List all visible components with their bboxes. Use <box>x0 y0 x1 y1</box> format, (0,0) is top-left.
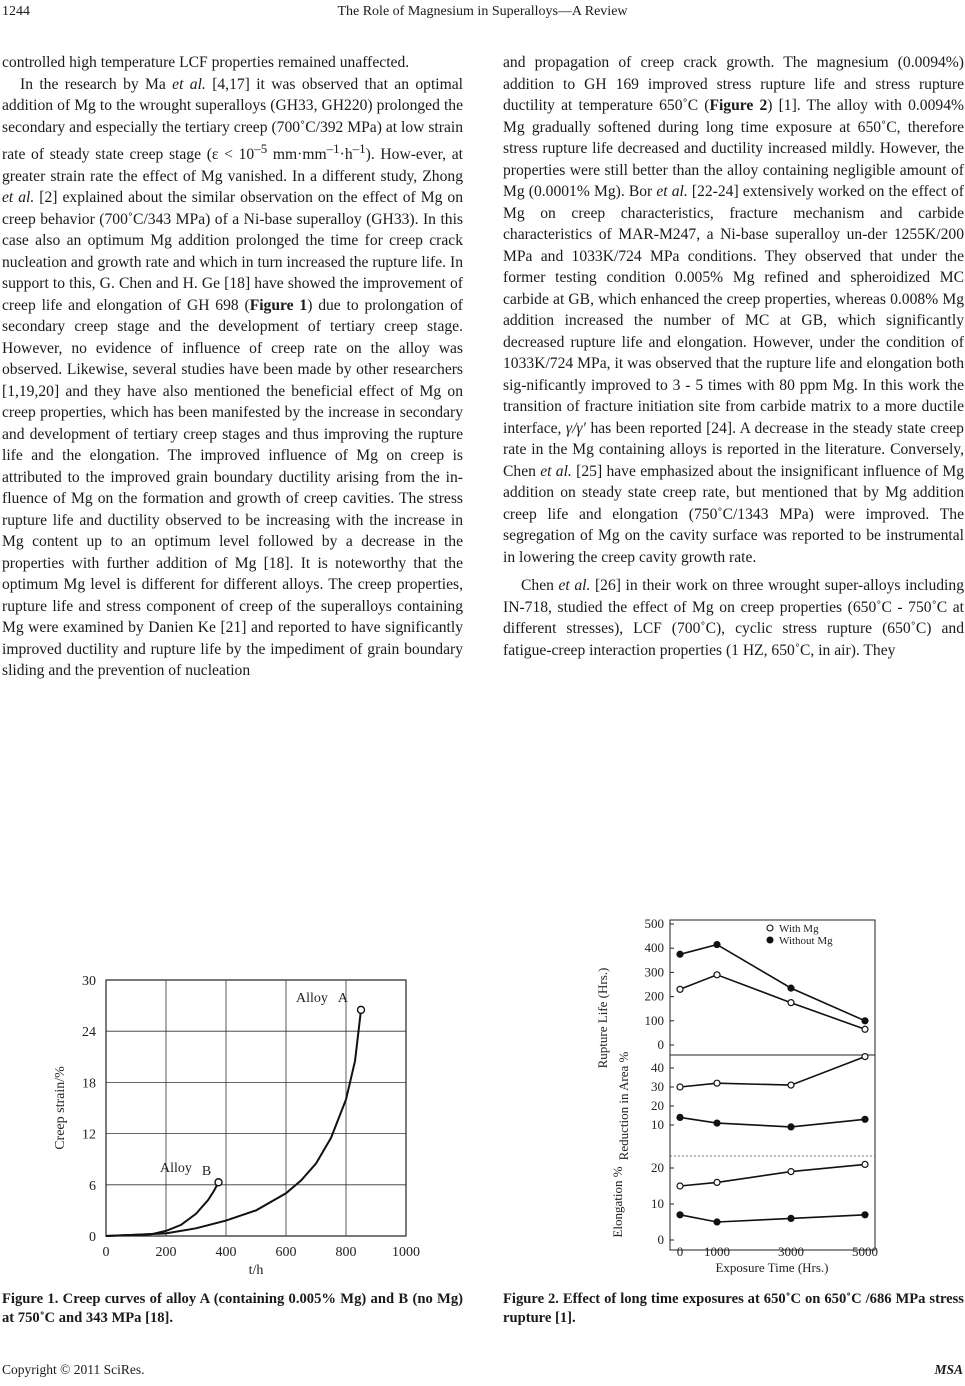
y-tick-label: 10 <box>651 1117 664 1132</box>
data-point <box>788 1124 794 1130</box>
data-point <box>788 1082 794 1088</box>
data-point <box>677 1084 683 1090</box>
data-point <box>714 1179 720 1185</box>
y-tick-label: 30 <box>651 1079 664 1094</box>
y-axis-label-reduction: Reduction in Area % <box>616 1051 631 1161</box>
x-tick-label: 800 <box>335 1245 357 1260</box>
y-tick-label: 6 <box>89 1178 96 1194</box>
y-axis-label-elongation: Elongation % <box>610 1166 625 1238</box>
rupture-point <box>358 1006 365 1013</box>
series-label-alloy-a: Alloy A <box>296 991 349 1006</box>
y-tick-label: 0 <box>89 1230 96 1245</box>
data-point <box>714 1080 720 1086</box>
journal-name: MSA <box>934 1362 963 1377</box>
y-axis-label: Creep strain/% <box>53 1066 68 1150</box>
paragraph: and propagation of creep crack growth. The magnesium (0.0094%) addition to GH 169 improved stress rupture life and stress rupture ductility at temperature 650˚C (Figure 2) [1]. The alloy with 0.0094% Mg gradually softened during long time exposure at 650˚C, therefore stress rupture life decreased and ductility increased mildly. However, the properties were still better than the alloy containing negligible amount of Mg (0.0001% Mg). Bor et al. [22-24] extensively worked on the effect of Mg on creep characteristics, fracture mechanism and carbide characteristics of MAR-M247, a Ni-base superalloy un-der 1255K/200 MPa and 1033K/724 MPa conditions. They observed that under the former testing condition 0.005% Mg refined and spheroidized MC carbide at GB, which enhanced the creep properties, whereas 0.008% Mg addition increased the number of MC at GB, which significantly decreased rupture life and elongation. However, under the condition of 1033K/724 MPa, it was observed that the rupture life and elongation both sig-nificantly improved to 3 - 5 times with 80 ppm Mg. In this work the transition of fracture initiation site from carbide matrix to a more ductile interface, γ/γ′ has been reported [24]. A decrease in the steady state creep rate in the Mg containing alloys is reported in the literature. Conversely, Chen et al. [25] have emphasized about the insignificant influence of Mg addition on steady state creep rate, but mentioned that by Mg addition creep life and elongation (750˚C/1343 MPa) were improved. The segregation of Mg on the cavity surface was reported to be instrumental in lowering the creep cavity growth rate. <box>503 54 964 566</box>
figure-1-chart <box>40 960 420 1278</box>
legend-label: With Mg <box>779 923 819 935</box>
paragraph: In the research by Ma et al. [4,17] it was observed that an optimal addition of Mg to the wrought superalloys (GH33, GH220) prolonged the secondary and especially the tertiary creep (700˚C/392 MPa) at low strain rate of steady state creep stage ($\varepsilon < 10^{-5}$ $mm\cdot mm^{-1}\cdot h^{-1}$). How-ever, at greater strain rate the effect of Mg vanished. In a different study, Zhong et al. [2] explained about the similar observation on the effect of Mg on creep behavior (700˚C/343 MPa) of a Ni-base superalloy (GH33). In this case also an optimum Mg addition prolonged the time for creep crack nucleation and growth rate and which in turn increased the rupture life. In support to this, G. Chen and H. Ge [18] have showed the improvement of creep life and elongation of GH 698 (Figure 1) due to prolongation of secondary creep stage and the development of tertiary creep stage. However, no evidence of influence of creep rate on the alloy was observed. Likewise, several studies have been made by other researchers [1,19,20] and they have also mentioned the beneficial effect of Mg on creep properties, which has been manifested by the increase in secondary and development of tertiary creep stages and thus improving the rupture life and the elongation. The improved influence of Mg on creep is attributed to the improved grain boundary ductility arising from the in-fluence of Mg on the formation and growth of creep cavities. The stress rupture life and ductility observed to be increasing with the increase in Mg content up to an optimum level followed by a decrease in the properties with further addition of Mg [18]. It is noteworthy that the optimum Mg level is different for different alloys. The creep properties, rupture life and stress component of creep of the superalloys containing Mg were examined by Danien Ke [21] and reported to have significantly improved ductility and rupture life by the impediment of grain boundary sliding and the prevention of nucleation <box>2 75 463 680</box>
x-axis-label: Exposure Time (Hrs.) <box>715 1260 829 1275</box>
page-number: 1244 <box>2 4 30 19</box>
right-column <box>503 52 964 661</box>
data-point <box>677 986 683 992</box>
figure-1-caption: Figure 1. Creep curves of alloy A (containing 0.005% Mg) and B (no Mg) at 750˚C and 343 MPa [18]. <box>2 1291 463 1326</box>
series-label-alloy-b: Alloy B <box>160 1161 212 1179</box>
data-point <box>677 951 683 957</box>
x-tick-label: 5000 <box>852 1244 878 1259</box>
data-point <box>788 1169 794 1175</box>
x-tick-label: 0 <box>102 1245 110 1260</box>
x-tick-label: 0 <box>676 1244 684 1259</box>
y-tick-label: 400 <box>644 940 664 956</box>
data-point <box>788 985 794 991</box>
x-tick-label: 600 <box>275 1245 297 1260</box>
y-tick-label: 10 <box>651 1196 664 1211</box>
data-point <box>677 1183 683 1189</box>
data-point <box>677 1212 683 1218</box>
page-header <box>0 4 965 24</box>
y-tick-label: 100 <box>644 1012 664 1028</box>
data-point <box>714 942 720 948</box>
data-point <box>862 1212 868 1218</box>
copyright: Copyright © 2011 SciRes. <box>2 1362 145 1377</box>
left-column <box>2 52 463 682</box>
y-tick-label: 500 <box>644 916 664 931</box>
y-axis-label-rupture: Rupture Life (Hrs.) <box>595 967 610 1069</box>
legend-marker <box>767 925 773 931</box>
data-point <box>714 1219 720 1225</box>
y-tick-label: 20 <box>651 1098 664 1113</box>
y-tick-label: 40 <box>651 1060 664 1075</box>
y-tick-label: 30 <box>82 974 96 989</box>
data-point <box>862 1116 868 1122</box>
x-tick-label: 400 <box>215 1245 237 1260</box>
data-point <box>862 1026 868 1032</box>
y-tick-label: 300 <box>644 964 664 980</box>
data-point <box>862 1054 868 1060</box>
data-point <box>714 1120 720 1126</box>
x-tick-label: 1000 <box>392 1245 420 1260</box>
figure-2-chart <box>590 910 890 1280</box>
data-point <box>862 1161 868 1167</box>
paragraph: Chen et al. [26] in their work on three wrought super-alloys including IN-718, studied the effect of Mg on creep properties (650˚C - 750˚C at different stresses), LCF (700˚C), cyclic stress rupture (650˚C) and fatigue-creep interaction properties (1 HZ, 650˚C, in air). They <box>503 577 964 659</box>
y-tick-label: 24 <box>82 1025 96 1041</box>
legend-label: Without Mg <box>779 935 833 947</box>
data-point <box>677 1114 683 1120</box>
y-tick-label: 20 <box>651 1160 664 1175</box>
paragraph: controlled high temperature LCF properties remained unaffected. <box>2 54 410 71</box>
data-point <box>714 972 720 978</box>
y-tick-label: 0 <box>657 1232 664 1247</box>
data-point <box>862 1018 868 1024</box>
y-tick-label: 12 <box>82 1127 96 1143</box>
data-point <box>788 1215 794 1221</box>
x-axis-label: t/h <box>248 1263 264 1278</box>
y-tick-label: 0 <box>657 1037 664 1052</box>
data-point <box>788 1000 794 1006</box>
legend-marker <box>767 937 773 943</box>
figure-2-caption: Figure 2. Effect of long time exposures at 650˚C on 650˚C /686 MPa stress rupture [1]. <box>503 1291 964 1326</box>
y-tick-label: 200 <box>644 988 664 1004</box>
y-tick-label: 18 <box>82 1076 96 1092</box>
running-title: The Role of Magnesium in Superalloys—A Review <box>337 4 628 19</box>
x-tick-label: 1000 <box>704 1244 730 1259</box>
x-tick-label: 3000 <box>778 1244 804 1259</box>
x-tick-label: 200 <box>155 1245 177 1260</box>
rupture-point <box>215 1179 222 1186</box>
